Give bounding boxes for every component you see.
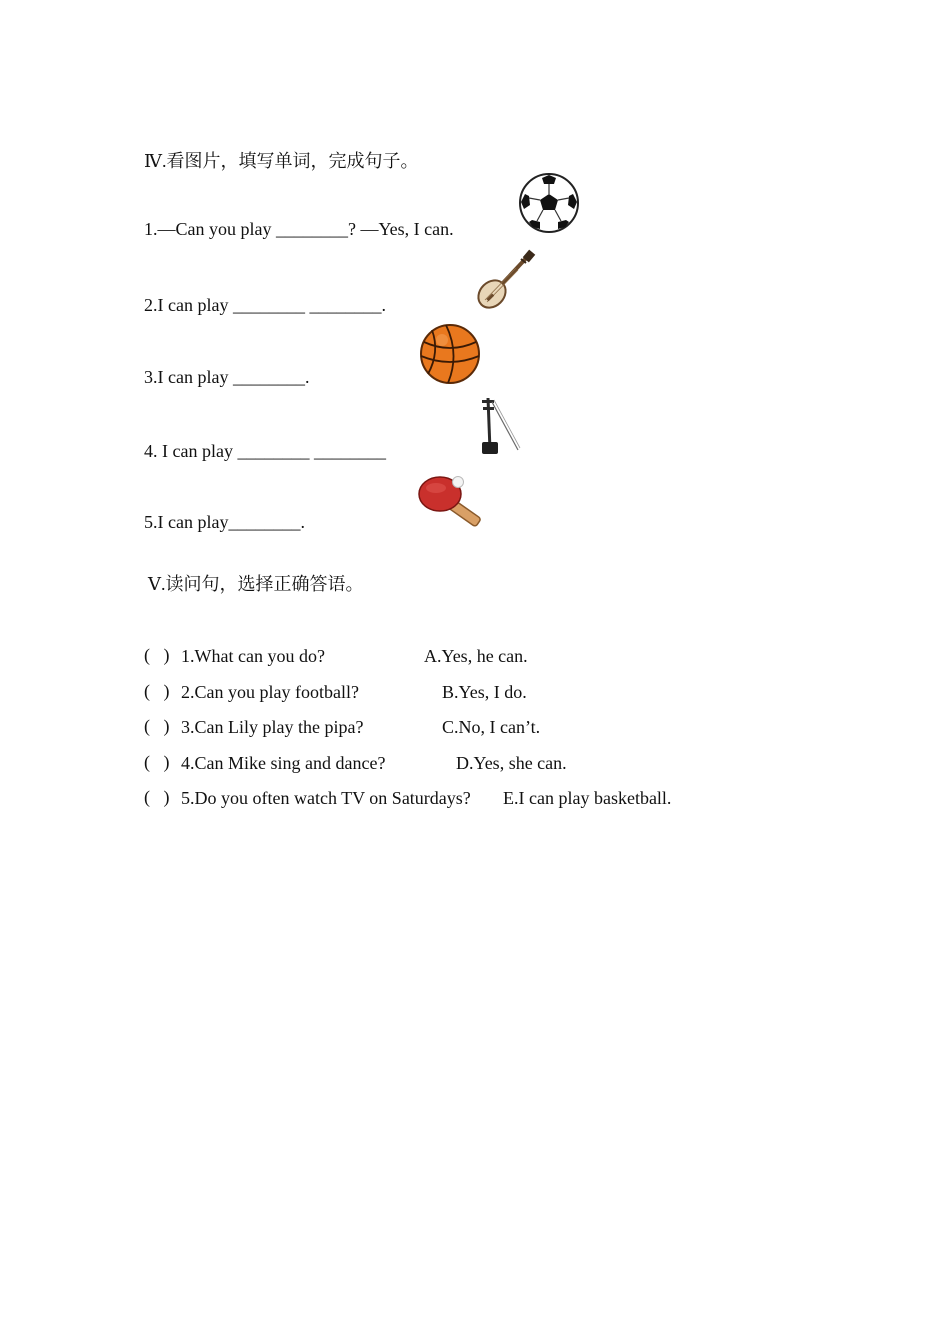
fill-in-sentence-3: 3.I can play ________. (144, 367, 310, 387)
ping-pong-paddle-icon (416, 472, 488, 530)
pipa-icon (472, 248, 538, 314)
fill-in-sentence-1: 1.—Can you play ________? —Yes, I can. (144, 219, 454, 239)
answer-blank[interactable]: ( ) (144, 681, 170, 701)
question-text: 4.Can Mike sing and dance? (181, 753, 386, 773)
answer-blank[interactable]: ( ) (144, 716, 170, 736)
answer-blank[interactable]: ( ) (144, 645, 170, 665)
question-text: 3.Can Lily play the pipa? (181, 717, 364, 737)
question-text: 2.Can you play football? (181, 682, 359, 702)
fill-in-sentence-5: 5.I can play________. (144, 512, 305, 532)
fill-in-sentence-4: 4. I can play ________ ________ (144, 441, 386, 461)
answer-option: A.Yes, he can. (424, 646, 528, 666)
basketball-icon (418, 322, 482, 386)
question-text: 5.Do you often watch TV on Saturdays? (181, 788, 471, 808)
section4-heading: Ⅳ.看图片，填写单词，完成句子。 (144, 151, 419, 171)
answer-option: D.Yes, she can. (456, 753, 567, 773)
erhu-icon (474, 394, 522, 458)
fill-in-sentence-2: 2.I can play ________ ________. (144, 295, 386, 315)
answer-option: C.No, I can’t. (442, 717, 541, 737)
question-text: 1.What can you do? (181, 646, 325, 666)
answer-option: E.I can play basketball. (503, 788, 672, 808)
answer-blank[interactable]: ( ) (144, 787, 170, 807)
answer-blank[interactable]: ( ) (144, 752, 170, 772)
answer-option: B.Yes, I do. (442, 682, 527, 702)
football-icon (518, 172, 580, 234)
section5-heading: Ⅴ.读问句，选择正确答语。 (148, 574, 364, 594)
